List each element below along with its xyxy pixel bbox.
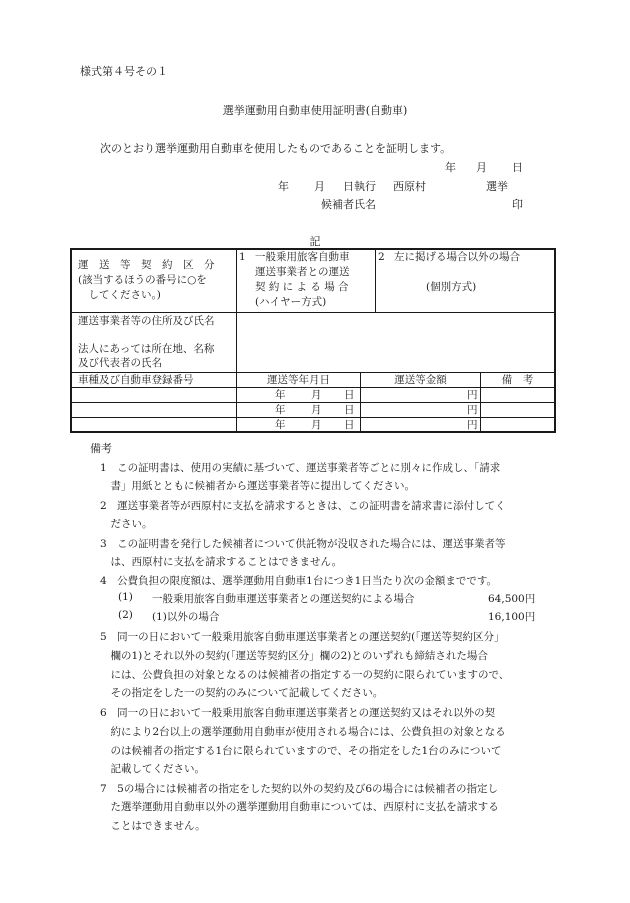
note-line: 6 同一の日において一般乗用旅客自動車運送事業者との運送契約又はそれ以外の契	[100, 707, 496, 719]
row-2-day: 日	[344, 404, 355, 416]
limit-1-label: 一般乗用旅客自動車運送事業者との運送契約による場合	[152, 593, 415, 605]
contract-type-label: 運 送 等 契 約 区 分	[78, 259, 215, 271]
note-line: その指定をした一の契約のみについて記載してください。	[100, 687, 384, 699]
option-1-number: 1	[239, 251, 246, 263]
operator-corporate-note: 法人にあっては所在地、名称	[78, 343, 215, 355]
operator-label: 運送事業者等の住所及び氏名	[78, 315, 215, 327]
note-line: 書」用紙とともに候補者から運送事業者等に提出してください。	[100, 480, 415, 492]
election-year: 年	[278, 180, 289, 193]
note-line: 5 同一の日において一般乗用旅客自動車運送事業者との運送契約(「運送等契約区分」	[100, 631, 505, 643]
row-3-year: 年	[275, 419, 286, 431]
col-header-amount: 運送等金額	[394, 374, 447, 386]
option-2-line: 左に掲げる場合以外の場合	[394, 251, 520, 263]
option-1-line: 契 約 に よ る 場 合	[255, 281, 349, 293]
row-2-month: 月	[311, 404, 322, 416]
note-line: 約により2台以上の選挙運動用自動車が使用される場合には、公費負担の対象となる	[100, 726, 506, 738]
option-2-method: (個別方式)	[426, 281, 477, 293]
col-header-vehicle: 車種及び自動車登録番号	[78, 374, 194, 386]
usage-table	[70, 248, 556, 433]
candidate-name-label: 候補者氏名	[321, 198, 376, 211]
operator-corporate-note-cont: 及び代表者の氏名	[78, 357, 162, 369]
option-1-line: (ハイヤー方式)	[255, 296, 327, 308]
note-line: 2 運送事業者等が西原村に支払を請求するときは、この証明書を請求書に添付してく	[100, 500, 506, 512]
note-line: ことはできません。	[100, 820, 206, 832]
intro-text: 次のとおり選挙運動用自動車を使用したものであることを証明します。	[100, 142, 452, 155]
note-line: 記載してください。	[100, 763, 205, 775]
row-1-month: 月	[311, 389, 322, 401]
note-line: のは候補者の指定する1台に限られていますので、その指定をした1台のみについて	[100, 745, 502, 757]
option-1-line: 運送事業者との運送	[255, 266, 350, 278]
seal-mark: 印	[512, 198, 523, 211]
note-line: た選挙運動用自動車以外の選挙運動用自動車については、西原村に支払を請求する	[100, 801, 499, 813]
note-line: 3 この証明書を発行した候補者について供託物が没収された場合には、運送事業者等	[100, 538, 506, 550]
limit-2-amount: 16,100円	[488, 611, 536, 623]
contract-type-instruction-cont: してください。)	[78, 289, 161, 301]
contract-type-instruction: (該当するほうの番号に○を	[78, 274, 207, 286]
row-3-day: 日	[344, 419, 355, 431]
form-label: 様式第４号その１	[80, 65, 168, 78]
note-line: には、公費負担の対象となるのは候補者の指定する一の契約に限られていますので、	[100, 669, 510, 681]
limit-2-number: (2)	[118, 609, 133, 621]
limit-2-label: (1)以外の場合	[152, 611, 220, 623]
option-1-line: 一般乗用旅客自動車	[255, 251, 350, 263]
note-line: は、西原村に支払を請求することはできません。	[100, 556, 343, 568]
col-header-date: 運送等年月日	[267, 374, 330, 386]
notes-heading: 備考	[90, 442, 112, 455]
col-header-remarks: 備 考	[501, 374, 534, 386]
election-month: 月	[314, 180, 325, 193]
option-2-number: 2	[378, 251, 385, 263]
note-line: 4 公費負担の限度額は、選挙運動用自動車1台につき1日当たり次の金額までです。	[100, 575, 497, 587]
election-day-executed: 日執行	[343, 180, 376, 193]
row-1-day: 日	[344, 389, 355, 401]
table-border-left	[70, 248, 72, 433]
note-line: ださい。	[100, 518, 153, 530]
row-3-yen: 円	[467, 419, 478, 431]
row-1-yen: 円	[467, 389, 478, 401]
note-line: 1 この証明書は、使用の実績に基づいて、運送事業者等ごとに別々に作成し、「請求	[100, 462, 501, 474]
row-divider	[70, 312, 556, 313]
ki-heading: 記	[309, 235, 321, 248]
row-3-month: 月	[311, 419, 322, 431]
col-divider	[236, 248, 237, 372]
limit-1-number: (1)	[118, 591, 133, 603]
election-village: 西原村	[393, 180, 426, 193]
cert-date-day: 日	[512, 161, 523, 174]
row-2-year: 年	[275, 404, 286, 416]
election-kind: 選挙	[486, 180, 508, 193]
document-title: 選挙運動用自動車使用証明書(自動車)	[222, 104, 408, 117]
cert-date-month: 月	[476, 161, 487, 174]
limit-1-amount: 64,500円	[488, 593, 536, 605]
row-2-yen: 円	[467, 404, 478, 416]
row-1-year: 年	[275, 389, 286, 401]
col-divider	[375, 248, 376, 312]
cert-date-year: 年	[445, 161, 456, 174]
note-line: 欄の1)とそれ以外の契約(「運送等契約区分」欄の2)とのいずれも締結された場合	[100, 650, 488, 662]
table-border-right	[554, 248, 556, 433]
note-line: 7 5の場合には候補者の指定をした契約以外の契約及び6の場合には候補者の指定し	[100, 783, 499, 795]
